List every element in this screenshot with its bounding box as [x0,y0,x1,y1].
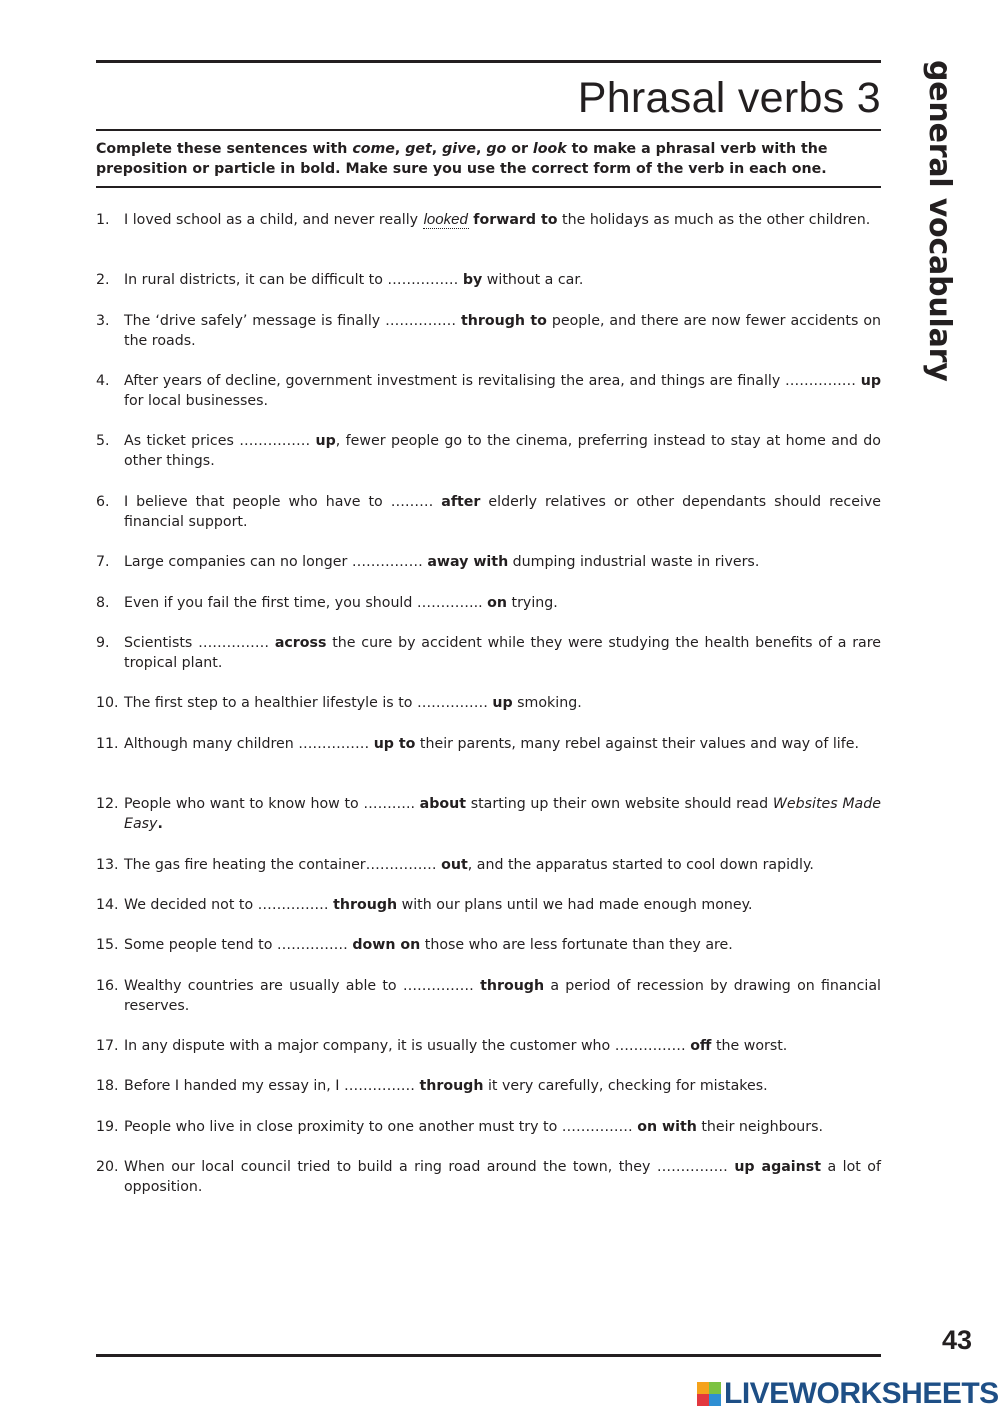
question-number: 17. [96,1038,119,1054]
question-item [96,1076,881,1096]
question-number: 11. [96,736,119,752]
question-item [96,1117,881,1137]
question-number: 19. [96,1119,119,1135]
question-item [96,593,881,613]
answer-field[interactable]: looked [423,211,468,228]
question-item [96,431,881,471]
question-item [96,633,881,673]
question-number: 1. [96,212,110,228]
question-text: When our local council tried to build a ring road around the town, they …………… up against a lot of opposition. [124,1159,881,1195]
question-number: 13. [96,857,119,873]
question-text: Even if you fail the first time, you should ………….. on trying. [124,595,558,611]
question-item [96,371,881,411]
brand-mark-icon [697,1382,721,1406]
question-number: 20. [96,1159,119,1175]
bottom-rule [96,1354,881,1357]
section-side-label: general vocabulary [922,60,957,382]
question-text: Wealthy countries are usually able to …………… through a period of recession by drawing on financial reserves. [124,978,881,1014]
top-rule [96,60,881,63]
question-text: The first step to a healthier lifestyle is to …………… up smoking. [124,695,582,711]
question-item [96,1157,881,1197]
page-number: 43 [941,1325,972,1355]
question-item [96,210,881,230]
brand-mark-square [697,1394,709,1406]
question-item [96,855,881,875]
question-item [96,976,881,1016]
liveworksheets-logo[interactable] [697,1377,999,1411]
question-text: Some people tend to …………… down on those who are less fortunate than they are. [124,937,733,953]
question-text: As ticket prices …………… up, fewer people go to the cinema, preferring instead to stay at home and do other things. [124,433,881,469]
question-text: People who want to know how to ……….. about starting up their own website should read Websites Made Easy. [124,796,881,832]
question-text: We decided not to …………… through with our plans until we had made enough money. [124,897,753,913]
question-item [96,492,881,532]
question-text: The ‘drive safely’ message is finally …………… through to people, and there are now fewer accidents on the roads. [124,313,881,349]
question-number: 5. [96,433,110,449]
title-rule [96,129,881,131]
question-text: Scientists …………… across the cure by accident while they were studying the health benefits of a rare tropical plant. [124,635,881,671]
question-text: I loved school as a child, and never really looked forward to the holidays as much as the other children. [124,211,871,228]
question-text: The gas fire heating the container…………… out, and the apparatus started to cool down rapidly. [124,857,814,873]
question-number: 2. [96,272,110,288]
question-item [96,734,881,754]
question-number: 15. [96,937,119,953]
instructions: Complete these sentences with come, get, give, go or look to make a phrasal verb with the preposition or particle in bold. Make sure you use the correct form of the verb in each one. [96,141,828,177]
question-item [96,935,881,955]
question-number: 14. [96,897,119,913]
question-number: 16. [96,978,119,994]
brand-mark-square [697,1382,709,1394]
page-title: Phrasal verbs 3 [577,74,881,122]
question-item [96,794,881,834]
question-item [96,895,881,915]
question-text: After years of decline, government investment is revitalising the area, and things are finally …………… up for local businesses. [124,373,881,409]
question-number: 4. [96,373,110,389]
question-text: People who live in close proximity to one another must try to …………… on with their neighbours. [124,1119,824,1135]
question-item [96,1036,881,1056]
brand-mark-square [709,1382,721,1394]
brand-name: LIVEWORKSHEETS [724,1377,999,1410]
question-text: Before I handed my essay in, I …………… through it very carefully, checking for mistakes. [124,1078,768,1094]
question-item [96,311,881,351]
question-number: 3. [96,313,110,329]
question-item [96,270,881,290]
question-number: 6. [96,494,110,510]
question-number: 8. [96,595,110,611]
question-text: Large companies can no longer …………… away with dumping industrial waste in rivers. [124,554,760,570]
question-item [96,693,881,713]
question-text: Although many children …………… up to their parents, many rebel against their values and way of life. [124,736,859,752]
instructions-rule [96,186,881,188]
question-text: In rural districts, it can be difficult to …………… by without a car. [124,272,584,288]
question-text: I believe that people who have to ……… after elderly relatives or other dependants should receive financial support. [124,494,881,530]
question-number: 9. [96,635,110,651]
question-number: 12. [96,796,119,812]
question-text: In any dispute with a major company, it is usually the customer who …………… off the worst. [124,1038,788,1054]
brand-mark-square [709,1394,721,1406]
question-number: 10. [96,695,119,711]
question-number: 7. [96,554,110,570]
question-number: 18. [96,1078,119,1094]
question-item [96,552,881,572]
